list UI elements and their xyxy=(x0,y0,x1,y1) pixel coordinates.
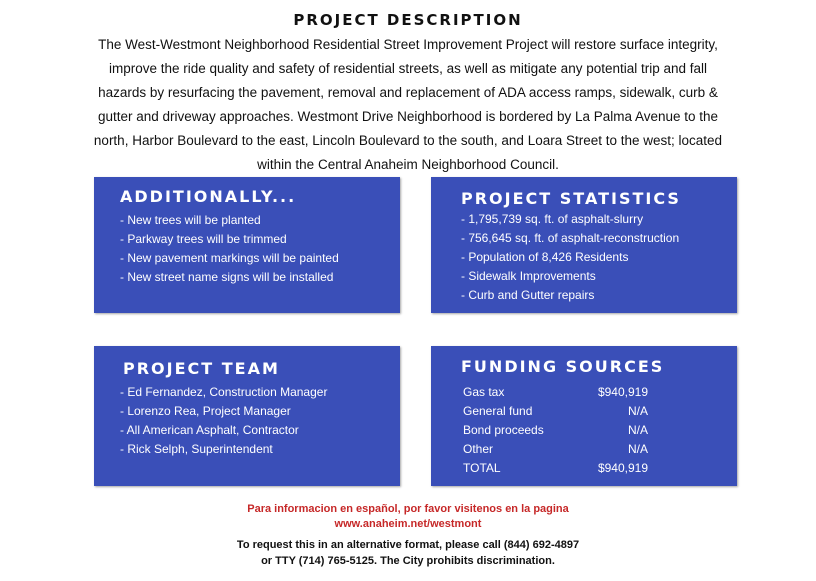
funding-label: Bond proceeds xyxy=(463,423,544,437)
funding-label: TOTAL xyxy=(463,461,501,475)
spanish-notice-text: Para informacion en español, por favor visitenos en la pagina xyxy=(247,503,569,515)
list-item: - 756,645 sq. ft. of asphalt-reconstruction xyxy=(461,231,680,245)
list-item: - Lorenzo Rea, Project Manager xyxy=(120,404,291,418)
list-item: - All American Asphalt, Contractor xyxy=(120,423,299,437)
list-item: - Parkway trees will be trimmed xyxy=(120,232,287,246)
list-item: - Rick Selph, Superintendent xyxy=(120,442,273,456)
list-item: - Curb and Gutter repairs xyxy=(461,288,595,302)
list-item: - Sidewalk Improvements xyxy=(461,269,596,283)
table-row xyxy=(463,440,648,459)
list-item: - Ed Fernandez, Construction Manager xyxy=(120,385,328,399)
page-title: PROJECT DESCRIPTION xyxy=(293,11,523,29)
list-item: - New street name signs will be installed xyxy=(120,270,334,284)
funding-amount: N/A xyxy=(627,404,648,418)
table-row xyxy=(463,402,648,421)
additionally-panel xyxy=(94,177,400,313)
additionally-list xyxy=(120,211,339,287)
project-statistics-list xyxy=(461,210,679,305)
spanish-notice xyxy=(0,502,816,532)
project-team-heading: PROJECT TEAM xyxy=(123,359,280,378)
funding-sources-heading: FUNDING SOURCES xyxy=(461,357,665,376)
alternative-format-line-2: or TTY (714) 765-5125. The City prohibits discrimination. xyxy=(261,555,555,567)
funding-label: Gas tax xyxy=(463,385,505,399)
funding-label: General fund xyxy=(463,404,533,418)
project-team-panel xyxy=(94,346,400,486)
alternative-format-notice xyxy=(0,537,816,569)
funding-amount: N/A xyxy=(627,423,648,437)
alternative-format-line-1: To request this in an alternative format, please call (844) 692-4897 xyxy=(236,539,580,551)
funding-label: Other xyxy=(463,442,494,456)
table-row xyxy=(463,421,648,440)
project-statistics-heading: PROJECT STATISTICS xyxy=(461,189,681,208)
funding-amount: $940,919 xyxy=(597,461,648,475)
list-item: - New trees will be planted xyxy=(120,213,261,227)
list-item: - New pavement markings will be painted xyxy=(120,251,339,265)
project-statistics-panel xyxy=(431,177,737,313)
funding-amount: $940,919 xyxy=(597,385,648,399)
project-team-list xyxy=(120,383,327,459)
table-row xyxy=(463,383,648,402)
website-link[interactable]: www.anaheim.net/westmont xyxy=(334,518,482,530)
funding-sources-panel xyxy=(431,346,737,486)
additionally-heading: ADDITIONALLY... xyxy=(120,187,297,206)
project-description: The West-Westmont Neighborhood Residential Street Improvement Project will restore surface integrity, improve the ride quality and safety of residential streets, as well as mitigate any potential trip and fall hazards by resurfacing the pavement, removal and replacement of ADA access ramps, sidewalk, curb & gutter and driveway approaches. Westmont Drive Neighborhood is bordered by La Palma Avenue to the north, Harbor Boulevard to the east, Lincoln Boulevard to the south, and Loara Street to the west; located within the Central Anaheim Neighborhood Council. xyxy=(93,37,723,172)
funding-amount: N/A xyxy=(627,442,648,456)
table-row xyxy=(463,459,648,478)
list-item: - 1,795,739 sq. ft. of asphalt-slurry xyxy=(461,212,644,226)
list-item: - Population of 8,426 Residents xyxy=(461,250,629,264)
funding-table xyxy=(463,383,648,478)
